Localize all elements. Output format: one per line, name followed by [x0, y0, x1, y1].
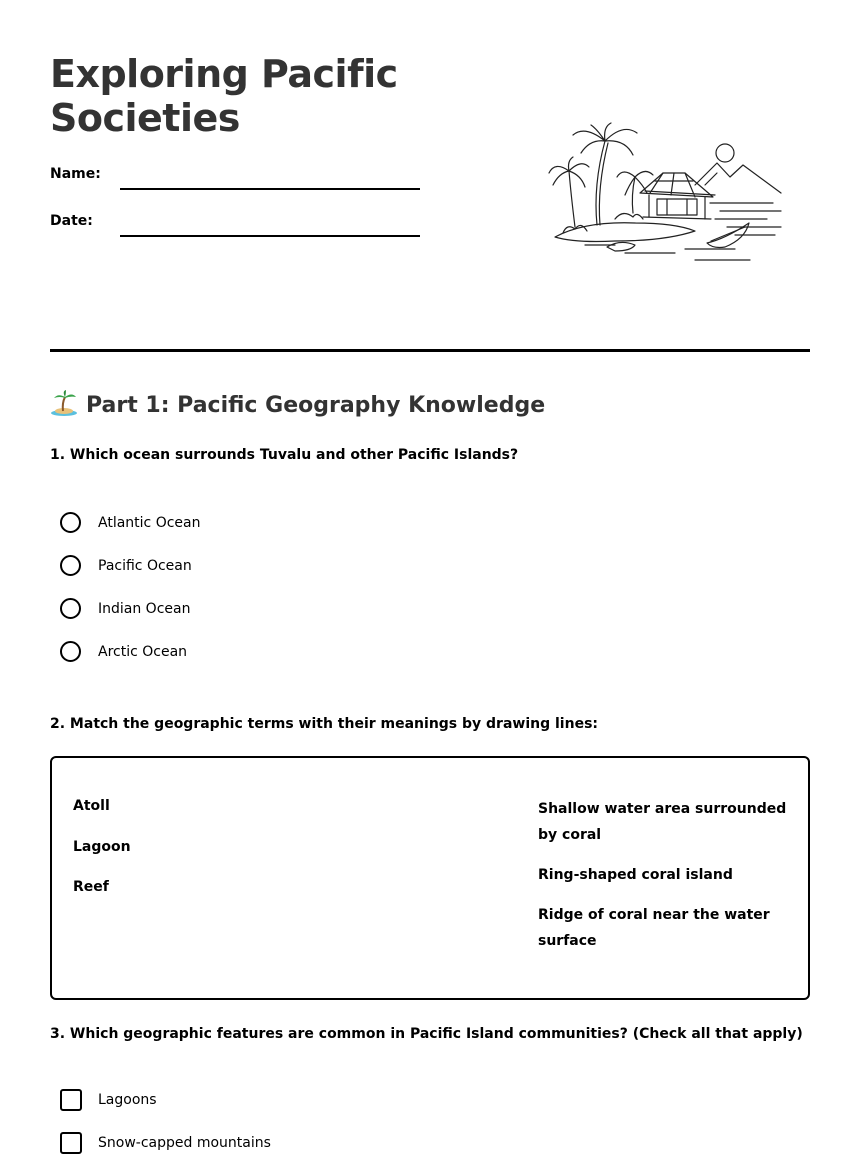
date-field: [50, 213, 420, 241]
option-label: Snow-capped mountains: [98, 1135, 271, 1151]
tropical-island-hut-illustration: [545, 115, 790, 270]
worksheet-title: Exploring Pacific Societies: [50, 52, 398, 140]
option-label: Atlantic Ocean: [98, 515, 201, 531]
name-field: [50, 166, 420, 194]
header-divider: [50, 349, 810, 352]
match-meaning[interactable]: Ridge of coral near the water surface: [538, 907, 770, 949]
option-label: Lagoons: [98, 1092, 157, 1108]
matching-box: [50, 756, 810, 1000]
match-term[interactable]: Atoll: [73, 798, 110, 814]
date-label: Date:: [50, 213, 93, 229]
match-term[interactable]: Reef: [73, 879, 109, 895]
match-term[interactable]: Lagoon: [73, 838, 131, 855]
match-terms: [73, 796, 131, 918]
question-2: 2. Match the geographic terms with their meanings by drawing lines:: [50, 716, 598, 732]
name-label: Name:: [50, 166, 101, 182]
match-meaning[interactable]: Ring-shaped coral island: [538, 867, 733, 883]
checkbox[interactable]: [60, 1132, 82, 1154]
question-1: 1. Which ocean surrounds Tuvalu and other Pacific Islands?: [50, 447, 519, 463]
option-label: Pacific Ocean: [98, 558, 192, 574]
checkbox[interactable]: [60, 1089, 82, 1111]
date-input-line[interactable]: [120, 235, 420, 237]
option-label: Indian Ocean: [98, 601, 191, 617]
radio-button[interactable]: [60, 555, 81, 576]
option-label: Arctic Ocean: [98, 644, 188, 660]
question-3: 3. Which geographic features are common in Pacific Island communities? (Check all that apply): [50, 1026, 803, 1042]
radio-button[interactable]: [60, 641, 81, 662]
desert-island-emoji-icon: [50, 389, 78, 417]
match-meanings: [538, 796, 788, 968]
radio-button[interactable]: [60, 512, 81, 533]
part1-heading-text: Part 1: Pacific Geography Knowledge: [86, 393, 546, 418]
name-input-line[interactable]: [120, 188, 420, 190]
radio-button[interactable]: [60, 598, 81, 619]
part1-heading: [50, 389, 545, 421]
match-meaning[interactable]: Shallow water area surrounded by coral: [538, 801, 787, 843]
